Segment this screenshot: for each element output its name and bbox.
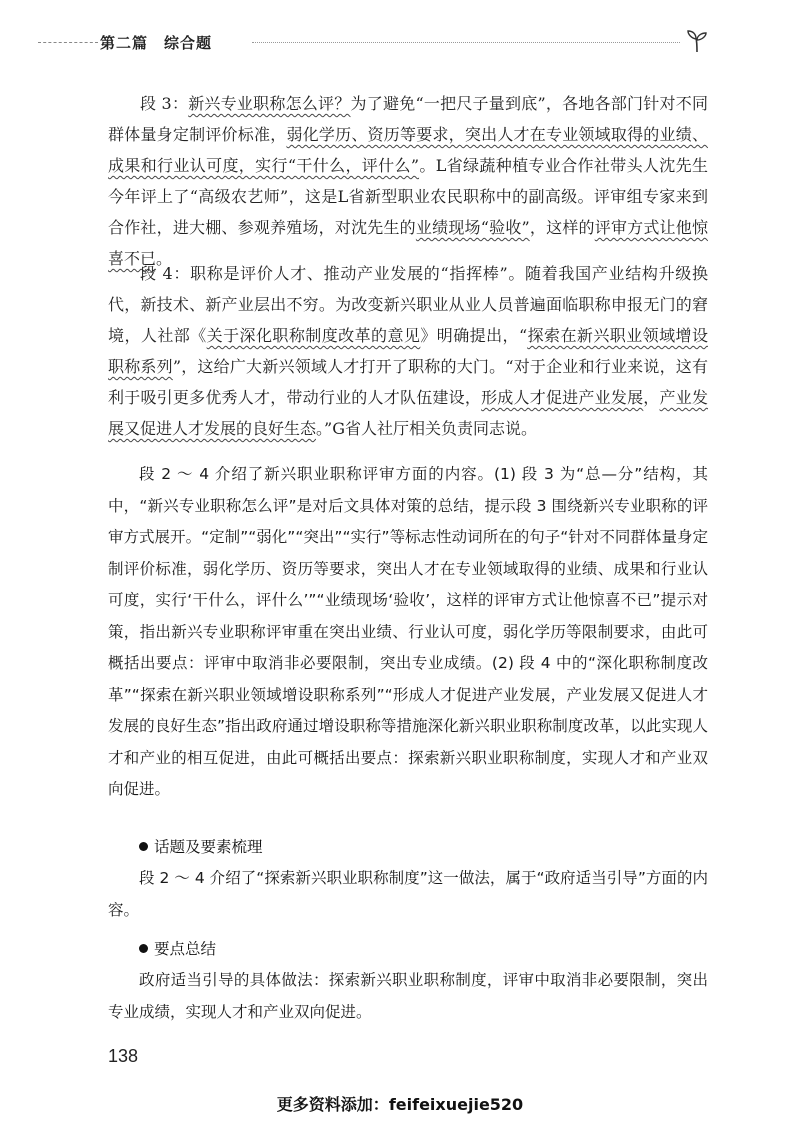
header-chapter: 综合题	[164, 34, 213, 52]
summary-section	[108, 934, 708, 1028]
para3-review-method: 评审方式让他惊喜不已	[108, 218, 708, 268]
footer-prefix: 更多资料添加：	[276, 1095, 389, 1114]
para3-text-2: 。L省绿蔬种植专业合作社带头人沈先生今年评上了“高级农艺师”，这是L省新型职业农民职称中的副高级。评审组专家来到合作社，进大棚、参观养殖场，对沈先生的	[108, 156, 708, 237]
para3-label: 段 3：	[140, 94, 189, 113]
header-title	[100, 32, 228, 53]
summary-text: 政府适当引导的具体做法：探索新兴职业职称制度，评审中取消非必要限制，突出专业成绩，实现人才和产业双向促进。	[108, 971, 708, 1021]
bullet-icon	[139, 842, 148, 851]
para4-text-5: 。”G省人社厅相关负责同志说。	[316, 419, 537, 438]
para4-ecosystem: 产业发展又促进人才发展的良好生态	[108, 388, 708, 438]
header-rule-left	[38, 42, 98, 43]
topic-heading-text: 话题及要素梳理	[154, 838, 263, 856]
para4-talent-industry: 形成人才促进产业发展	[481, 388, 644, 407]
analysis-section	[108, 459, 708, 806]
header-section: 第二篇	[100, 34, 149, 52]
para3-measures: 弱化学历、资历等要求，突出人才在专业领域取得的业绩、成果和行业认可度，实行“干什么，评什么”	[108, 125, 708, 175]
page-number: 138	[108, 1046, 139, 1066]
footer-note	[0, 1092, 800, 1115]
analysis-text: 段 2 ～ 4 介绍了新兴职业职称评审方面的内容。(1) 段 3 为“总—分”结构，其中，“新兴专业职称怎么评”是对后文具体对策的总结，提示段 3 围绕新兴专业职称的评审方式展开。“定制”“弱化”“突出”“实行”等标志性动词所在的句子“针对不同群体量身定制评价标准，弱化学历、资历等要求，突出人才在专业领域取得的业绩、成果和行业认可度，实行‘干什么，评什么’”“业绩现场‘验收’，这样的评审方式让他惊喜不已”提示对策，指出新兴专业职称评审重在突出业绩、行业认可度，弱化学历等限制要求，由此可概括出要点：评审中取消非必要限制，突出专业成绩。(2) 段 4 中的“深化职称制度改革”“探索在新兴职业领域增设职称系列”“形成人才促进产业发展，产业发展又促进人才发展的良好生态”指出政府通过增设职称等措施深化新兴职业职称制度改革，以此实现人才和产业的相互促进，由此可概括出要点：探索新兴职业职称制度，实现人才和产业双向促进。	[108, 465, 708, 798]
para4-text-1: 职称是评价人才、推动产业发展的“指挥棒”。随着我国产业结构升级换代，新技术、新产业层出不穷。为改变新兴职业从业人员普遍面临职称申报无门的窘境，人社部《	[108, 264, 708, 345]
para4-text-2: 》明确提出，“	[420, 326, 528, 345]
sprout-icon	[684, 28, 710, 54]
para3-on-site: 业绩现场“验收”	[415, 218, 530, 237]
summary-heading	[108, 934, 708, 965]
para4-label: 段 4：	[140, 264, 191, 283]
para4-text-4: ，	[643, 388, 660, 407]
para4-text-3: ”，这给广大新兴领域人才打开了职称的大门。“对于企业和行业来说，这有利于吸引更多优秀人才，带动行业的人才队伍建设，	[108, 357, 708, 407]
para3-question: 新兴专业职称怎么评？	[188, 94, 351, 113]
topic-heading	[108, 832, 708, 863]
topic-text: 段 2 ～ 4 介绍了“探索新兴职业职称制度”这一做法，属于“政府适当引导”方面的内容。	[108, 869, 708, 919]
para3-text-1: 为了避免“一把尺子量到底”，各地各部门针对不同群体量身定制评价标准，	[108, 94, 708, 144]
header-rule-right	[252, 42, 680, 43]
para4-explore: 探索在新兴职业领域增设职称系列	[108, 326, 708, 376]
paragraph-4	[108, 258, 708, 444]
para3-text-3: ，这样的	[529, 218, 595, 237]
para3-text-4: 。	[156, 249, 173, 268]
paragraph-3	[108, 88, 708, 274]
summary-heading-text: 要点总结	[154, 940, 217, 958]
footer-contact: feifeixuejie520	[388, 1095, 524, 1114]
bullet-icon	[139, 944, 148, 953]
topic-section	[108, 832, 708, 926]
page-header	[0, 28, 800, 58]
para4-opinion-title: 关于深化职称制度改革的意见	[206, 326, 421, 345]
